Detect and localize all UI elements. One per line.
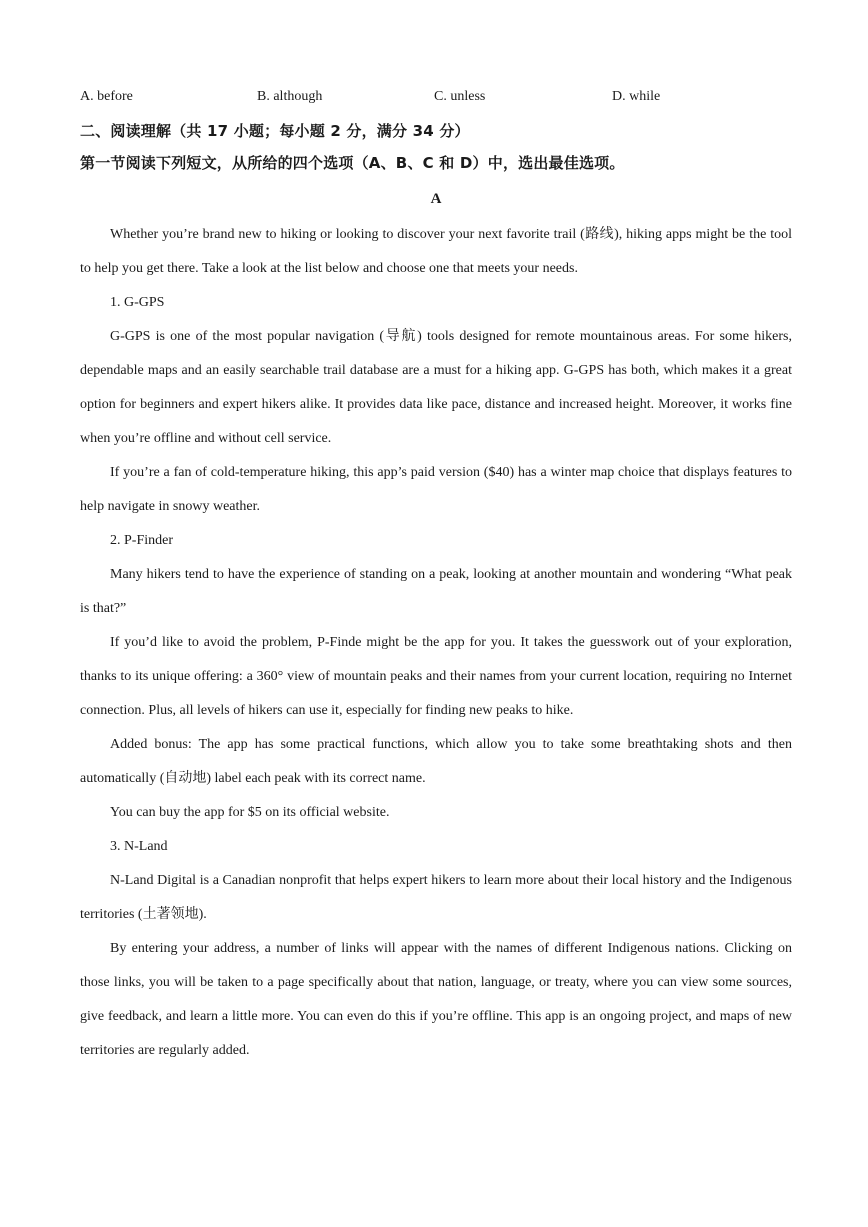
section-title: 二、阅读理解（共 17 小题；每小题 2 分，满分 34 分） xyxy=(80,122,470,140)
app2-heading: 2. P-Finder xyxy=(110,533,173,548)
app1-paragraph-1: G-GPS is one of the most popular navigation (导航) tools designed for remote mountainous areas. For some hikers, dependable maps and an easily searchable trail database are a must for a hiking app. G-GPS has both, which makes it a great option for beginners and expert hikers alike. It provides data like pace, distance and increased height. Moreover, it works fine when you’re offline and without cell service. xyxy=(80,329,792,446)
section-instruction: 第一节阅读下列短文，从所给的四个选项（A、B、C 和 D）中，选出最佳选项。 xyxy=(80,154,625,172)
app2-paragraph-3: Added bonus: The app has some practical functions, which allow you to take some breathtaking shots and then automatically (自动地) label each peak with its correct name. xyxy=(80,737,792,786)
app3-heading: 3. N-Land xyxy=(110,839,168,854)
app2-paragraph-4: You can buy the app for $5 on its official website. xyxy=(110,805,390,820)
exam-page xyxy=(80,86,792,1068)
option-b: B. although xyxy=(257,89,323,104)
app3-paragraph-1: N-Land Digital is a Canadian nonprofit that helps expert hikers to learn more about their local history and the Indigenous territories (土著领地). xyxy=(80,873,792,922)
option-c: C. unless xyxy=(434,89,486,104)
app2-paragraph-1: Many hikers tend to have the experience of standing on a peak, looking at another mountain and wondering “What peak is that?” xyxy=(80,567,792,616)
option-a: A. before xyxy=(80,89,133,104)
app3-paragraph-2: By entering your address, a number of links will appear with the names of different Indigenous nations. Clicking on those links, you will be taken to a page specifically about that nation, language, or treaty, where you can view some sources, give feedback, and learn a little more. You can even do this if you’re offline. This app is an ongoing project, and maps of new territories are regularly added. xyxy=(80,941,792,1058)
intro-paragraph: Whether you’re brand new to hiking or looking to discover your next favorite trail (路线), hiking apps might be the tool to help you get there. Take a look at the list below and choose one that meets your needs. xyxy=(80,227,792,276)
app2-paragraph-2: If you’d like to avoid the problem, P-Finde might be the app for you. It takes the guesswork out of your exploration, thanks to its unique offering: a 360° view of mountain peaks and their names from your current location, requiring no Internet connection. Plus, all levels of hikers can use it, especially for finding new peaks to hike. xyxy=(80,635,792,718)
answer-options xyxy=(80,86,792,108)
app1-heading: 1. G-GPS xyxy=(110,295,165,310)
option-d: D. while xyxy=(612,89,661,104)
passage-label: A xyxy=(430,191,442,207)
app1-paragraph-2: If you’re a fan of cold-temperature hiking, this app’s paid version ($40) has a winter map choice that displays features to help navigate in snowy weather. xyxy=(80,465,792,514)
